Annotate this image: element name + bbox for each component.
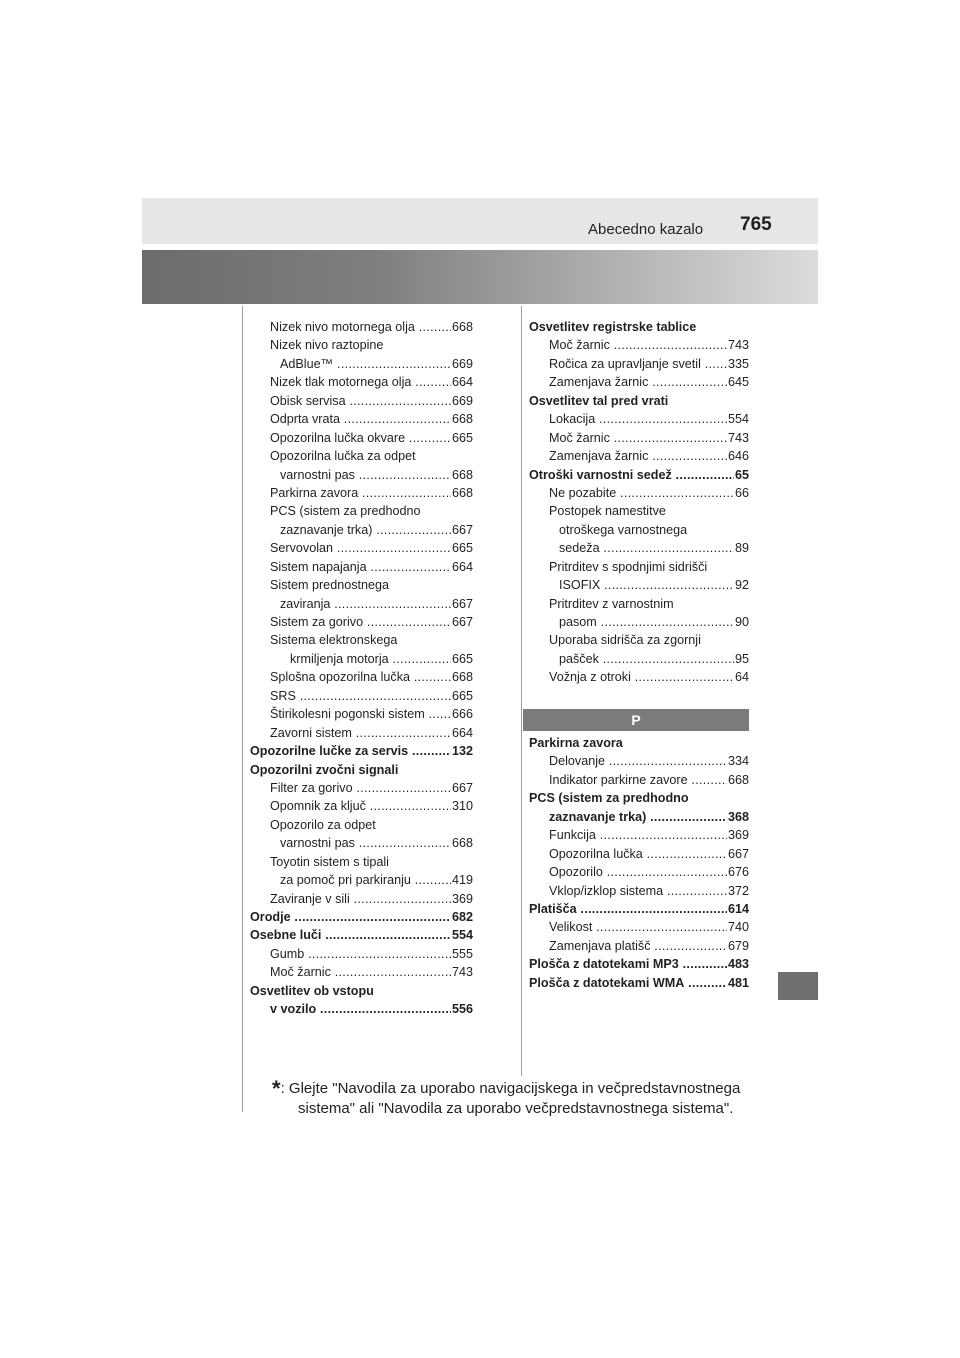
index-entry-text: ISOFIX ..... [559, 576, 749, 594]
index-entry-page: 668 [727, 771, 749, 789]
index-entry-page: 743 [451, 963, 473, 981]
index-entry-text: Sistem napajanja ..... [270, 558, 473, 576]
index-entry [250, 392, 473, 410]
index-entry-text: pašček ..... [559, 650, 749, 668]
index-column-left [250, 318, 473, 1019]
index-entry-page: 667 [727, 845, 749, 863]
index-entry-text: Osvetlitev tal pred vrati [529, 393, 669, 408]
index-entry-text: Splošna opozorilna lučka ..... [270, 668, 473, 686]
index-entry-text: Opozorilo za odpet [270, 817, 376, 832]
index-entry-page: 555 [451, 945, 473, 963]
index-entry-text: Zamenjava žarnic ..... [549, 373, 749, 391]
section-letter-header: P [523, 709, 749, 731]
index-entry-text: Zaviranje v sili ..... [270, 890, 473, 908]
index-entry-page: 666 [451, 705, 473, 723]
index-entry [529, 668, 749, 686]
index-entry-page: 554 [727, 410, 749, 428]
index-entry-page: 65 [734, 466, 749, 484]
index-entry-text: Pritrditev s spodnjimi sidrišči [549, 559, 708, 574]
index-entry-text: Moč žarnic ..... [549, 336, 749, 354]
index-entry-page: 481 [727, 974, 749, 992]
index-entry-text: AdBlue™ ..... [280, 355, 473, 373]
index-entry [529, 539, 749, 557]
index-entry [529, 752, 749, 770]
index-entry-text: Moč žarnic ..... [549, 429, 749, 447]
index-entry [250, 373, 473, 391]
index-entry-page: 669 [451, 392, 473, 410]
index-entry-text: Parkirna zavora [529, 736, 623, 750]
index-entry-text: Postopek namestitve [549, 504, 666, 519]
footnote-star: * [272, 1076, 281, 1101]
footnote-line-1: : Glejte "Navodila za uporabo navigacijskega in večpredstavnostnega [280, 1080, 741, 1097]
index-entry [529, 576, 749, 594]
index-entry [529, 410, 749, 428]
index-entry [250, 724, 473, 742]
index-entry-page: 664 [451, 558, 473, 576]
index-entry-text: Vožnja z otroki ..... [549, 668, 749, 686]
index-entry-page: 419 [451, 871, 473, 889]
index-entry-text: Štirikolesni pogonski sistem ..... [270, 705, 473, 723]
index-entry [529, 734, 749, 752]
index-entry-page: 334 [727, 752, 749, 770]
index-entry [250, 890, 473, 908]
header-band [142, 250, 818, 304]
index-entry [250, 797, 473, 815]
index-entry [529, 882, 749, 900]
index-entry-text: Servovolan ..... [270, 539, 473, 557]
index-entry [250, 410, 473, 428]
index-entry [529, 318, 749, 336]
index-entry-page: 668 [451, 318, 473, 336]
index-entry-text: Platišča ..... [529, 900, 749, 918]
index-entry-page: 676 [727, 863, 749, 881]
index-entry [529, 392, 749, 410]
index-entry-page: 369 [727, 826, 749, 844]
index-entry-page: 664 [451, 373, 473, 391]
index-entry-text: Osvetlitev ob vstopu [250, 983, 374, 998]
index-entry-page: 95 [734, 650, 749, 668]
chapter-tab [778, 972, 818, 1000]
index-entry-text: Opozorilni zvočni signali [250, 762, 399, 777]
index-entry [529, 502, 749, 520]
index-entry-page: 645 [727, 373, 749, 391]
page-number: 765 [740, 214, 772, 235]
index-entry-page: 64 [734, 668, 749, 686]
index-entry-text: Pritrditev z varnostnim [549, 596, 674, 611]
index-entry [250, 631, 473, 649]
index-entry-page: 614 [727, 900, 749, 918]
index-entry-text: Otroški varnostni sedež ..... [529, 466, 749, 484]
index-entry [250, 355, 473, 373]
index-entry-text: Zamenjava platišč ..... [549, 937, 749, 955]
index-entry [529, 808, 749, 826]
index-entry-page: 369 [451, 890, 473, 908]
index-entry [529, 863, 749, 881]
index-entry-text: PCS (sistem za predhodno [270, 504, 421, 519]
index-entry-page: 554 [451, 926, 473, 944]
index-entry [529, 466, 749, 484]
index-entry-page: 90 [734, 613, 749, 631]
index-entry-page: 483 [727, 955, 749, 973]
index-entry-text: sedeža ..... [559, 539, 749, 557]
index-entry-page: 667 [451, 595, 473, 613]
index-entry-page: 740 [727, 918, 749, 936]
index-entry-page: 665 [451, 687, 473, 705]
index-entry-text: zaviranja ..... [280, 595, 473, 613]
footnote [272, 1076, 752, 1119]
index-entry [529, 900, 749, 918]
index-entry [529, 447, 749, 465]
index-entry [250, 687, 473, 705]
index-entry [529, 937, 749, 955]
index-entry-text: za pomoč pri parkiranju ..... [280, 871, 473, 889]
index-entry [529, 521, 749, 539]
index-entry-text: varnostni pas ..... [280, 466, 473, 484]
index-entry-page: 368 [727, 808, 749, 826]
index-entry [250, 521, 473, 539]
index-entry [529, 918, 749, 936]
index-entry-page: 668 [451, 668, 473, 686]
index-entry-text: SRS ..... [270, 687, 473, 705]
index-entry [529, 613, 749, 631]
index-entry [250, 908, 473, 926]
index-entry-page: 92 [734, 576, 749, 594]
index-entry-page: 664 [451, 724, 473, 742]
index-entry [250, 1000, 473, 1018]
column-divider [521, 306, 522, 1076]
index-entry-text: pasom ..... [559, 613, 749, 631]
index-entry [529, 355, 749, 373]
index-entry [250, 558, 473, 576]
index-entry-page: 668 [451, 410, 473, 428]
index-entry [529, 631, 749, 649]
index-entry [529, 558, 749, 576]
index-entry-text: Funkcija ..... [549, 826, 749, 844]
index-entry-page: 556 [451, 1000, 473, 1018]
index-entry-text: Toyotin sistem s tipali [270, 854, 389, 869]
index-entry-text: Sistema elektronskega [270, 633, 398, 648]
index-entry-text: Odprta vrata ..... [270, 410, 473, 428]
index-entry-text: otroškega varnostnega [559, 522, 688, 537]
index-entry-page: 665 [451, 429, 473, 447]
footnote-line-2: sistema" ali "Navodila za uporabo večpredstavnostnega sistema". [298, 1100, 734, 1117]
index-entry [250, 429, 473, 447]
header-bar [142, 198, 818, 244]
index-column-right-top [529, 318, 749, 687]
index-entry [250, 816, 473, 834]
index-entry-text: Orodje ..... [250, 908, 473, 926]
index-entry [529, 650, 749, 668]
index-entry-text: Sistem za gorivo ..... [270, 613, 473, 631]
index-entry [529, 595, 749, 613]
left-rule [242, 306, 243, 1112]
index-entry-text: Ne pozabite ..... [549, 484, 749, 502]
index-entry [250, 466, 473, 484]
index-entry-text: Obisk servisa ..... [270, 392, 473, 410]
index-entry [529, 429, 749, 447]
index-entry-text: Opomnik za ključ ..... [270, 797, 473, 815]
index-entry-page: 667 [451, 613, 473, 631]
index-entry [250, 576, 473, 594]
index-entry [529, 789, 749, 807]
index-entry-page: 668 [451, 466, 473, 484]
index-entry-page: 132 [451, 742, 473, 760]
index-entry-text: varnostni pas ..... [280, 834, 473, 852]
index-entry-page: 667 [451, 779, 473, 797]
index-entry-page: 668 [451, 834, 473, 852]
index-entry [250, 318, 473, 336]
index-entry-page: 679 [727, 937, 749, 955]
index-entry-text: Filter za gorivo ..... [270, 779, 473, 797]
index-entry-page: 669 [451, 355, 473, 373]
index-entry-text: Nizek nivo raztopine [270, 338, 384, 353]
index-entry-text: Parkirna zavora ..... [270, 484, 473, 502]
index-entry-text: Lokacija ..... [549, 410, 749, 428]
index-entry-text: Moč žarnic ..... [270, 963, 473, 981]
index-entry [250, 502, 473, 520]
index-entry-text: Opozorilna lučka za odpet [270, 449, 416, 464]
index-entry-text: Delovanje ..... [549, 752, 749, 770]
index-entry [250, 834, 473, 852]
index-entry-text: Gumb ..... [270, 945, 473, 963]
index-entry-text: Osebne luči ..... [250, 926, 473, 944]
index-entry-text: zaznavanje trka) ..... [549, 808, 749, 826]
index-entry-text: Zamenjava žarnic ..... [549, 447, 749, 465]
index-entry [250, 336, 473, 354]
index-entry-page: 667 [451, 521, 473, 539]
index-entry-text: Nizek nivo motornega olja ..... [270, 318, 473, 336]
index-entry-page: 665 [451, 650, 473, 668]
index-entry [250, 779, 473, 797]
index-entry-page: 743 [727, 429, 749, 447]
index-entry-page: 668 [451, 484, 473, 502]
index-entry [250, 761, 473, 779]
index-entry [529, 771, 749, 789]
index-entry [250, 742, 473, 760]
index-entry [529, 484, 749, 502]
index-entry-page: 372 [727, 882, 749, 900]
index-entry-page: 89 [734, 539, 749, 557]
index-entry [529, 955, 749, 973]
index-entry [250, 963, 473, 981]
page-title: Abecedno kazalo [588, 221, 704, 238]
index-entry-text: v vozilo ..... [270, 1000, 473, 1018]
index-entry-text: Plošča z datotekami MP3 ..... [529, 955, 749, 973]
index-entry-text: Opozorilo ..... [549, 863, 749, 881]
index-entry-text: Indikator parkirne zavore ..... [549, 771, 749, 789]
index-entry-text: Osvetlitev registrske tablice [529, 320, 697, 334]
index-entry-page: 310 [451, 797, 473, 815]
index-entry-page: 646 [727, 447, 749, 465]
index-entry [250, 668, 473, 686]
index-entry [529, 826, 749, 844]
index-entry [250, 853, 473, 871]
index-entry-text: Opozorilne lučke za servis ..... [250, 742, 473, 760]
index-entry-page: 335 [727, 355, 749, 373]
index-entry-page: 66 [734, 484, 749, 502]
index-entry [529, 845, 749, 863]
index-entry-text: Opozorilna lučka ..... [549, 845, 749, 863]
index-entry [250, 595, 473, 613]
index-entry [250, 982, 473, 1000]
index-entry [529, 974, 749, 992]
index-column-right-bottom [529, 734, 749, 992]
index-entry-text: zaznavanje trka) ..... [280, 521, 473, 539]
index-entry-page: 665 [451, 539, 473, 557]
index-entry-text: Uporaba sidrišča za zgornji [549, 633, 701, 648]
index-entry-text: Nizek tlak motornega olja ..... [270, 373, 473, 391]
index-entry-text: Sistem prednostnega [270, 578, 390, 593]
index-entry-text: Opozorilna lučka okvare ..... [270, 429, 473, 447]
index-entry-text: krmiljenja motorja ..... [290, 650, 473, 668]
index-entry [529, 373, 749, 391]
index-entry [250, 650, 473, 668]
index-entry [529, 336, 749, 354]
index-entry-text: Zavorni sistem ..... [270, 724, 473, 742]
index-entry [250, 926, 473, 944]
index-entry-text: PCS (sistem za predhodno [529, 791, 689, 806]
index-entry-page: 682 [451, 908, 473, 926]
index-entry-text: Plošča z datotekami WMA ..... [529, 974, 749, 992]
index-entry-text: Vklop/izklop sistema ..... [549, 882, 749, 900]
index-entry [250, 613, 473, 631]
index-entry [250, 871, 473, 889]
index-entry [250, 945, 473, 963]
index-entry-text: Velikost ..... [549, 918, 749, 936]
index-entry-page: 743 [727, 336, 749, 354]
index-entry-text: Ročica za upravljanje svetil ..... [549, 355, 749, 373]
index-entry [250, 484, 473, 502]
index-entry [250, 447, 473, 465]
index-entry [250, 705, 473, 723]
index-entry [250, 539, 473, 557]
